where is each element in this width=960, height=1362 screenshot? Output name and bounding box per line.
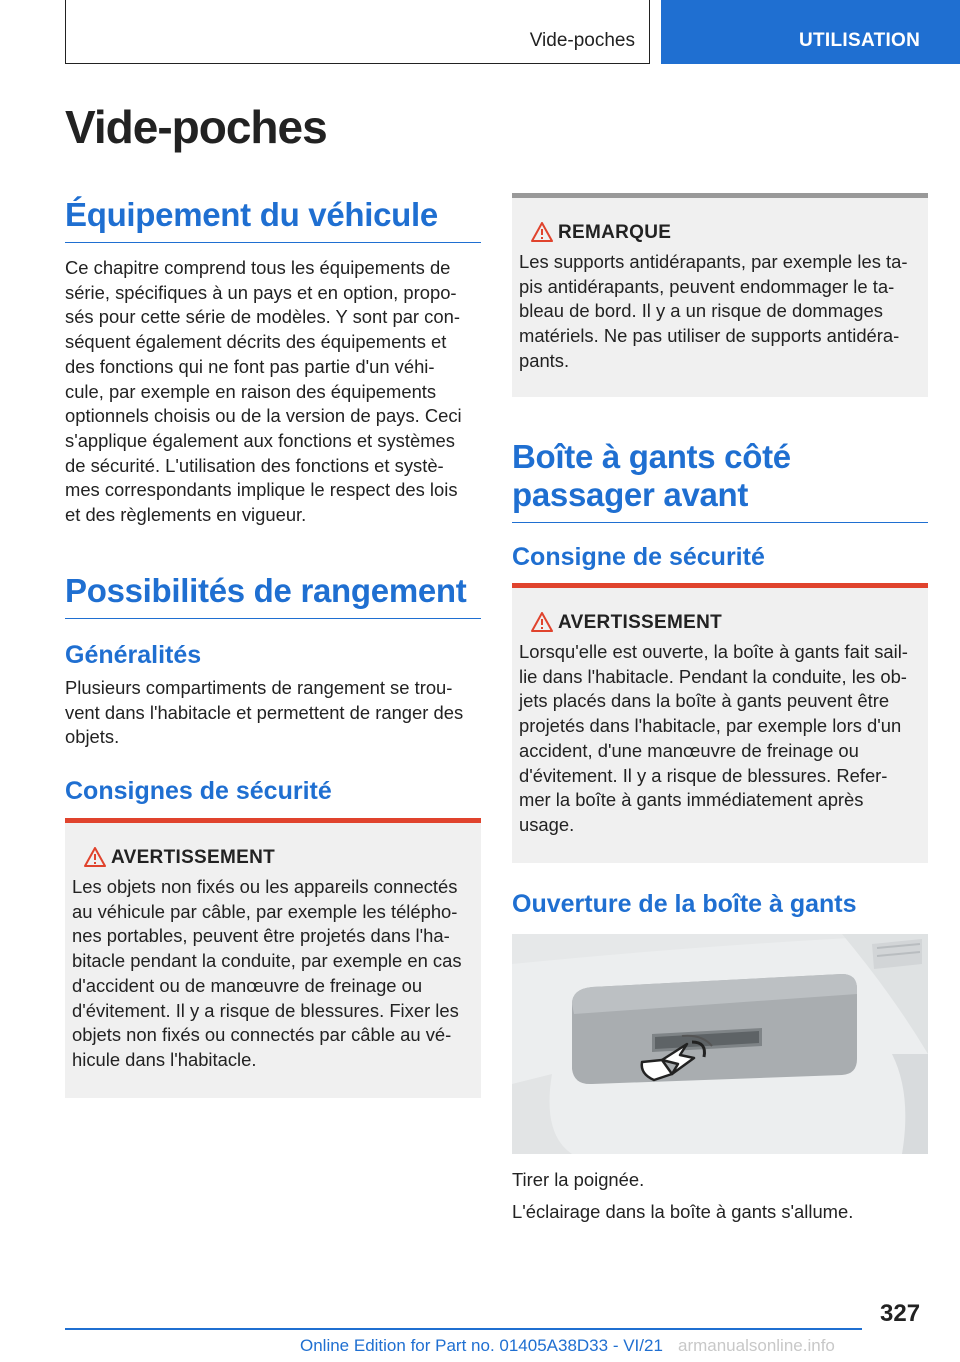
remark-title: REMARQUE: [558, 222, 672, 243]
heading-possibilites: Possibilités de rangement: [65, 572, 481, 619]
glovebox-illustration: [512, 934, 928, 1154]
warning-title-right: AVERTISSEMENT: [558, 612, 723, 633]
warning-text-left: Les objets non fixés ou les appareils connectés au véhicule par câble, par exemple les télépho- nes portables, peuvent être projetés dans l'ha- bitacle pendant la conduite, par exemple en cas d'accident ou de manœuvre de freinage ou d'évitement. Il y a risque de blessures. Fixer les objets non fixés ou connectés par câble au vé- hicule dans l'habitacle.: [72, 876, 462, 1070]
warning-title-left: AVERTISSEMENT: [111, 847, 276, 868]
heading-consignes: Consignes de sécurité: [65, 777, 332, 805]
warning-box-left: [65, 818, 481, 1098]
footer-edition: Online Edition for Part no. 01405A38D33 - VI/21: [300, 1336, 663, 1355]
footer-divider: [65, 1328, 862, 1330]
page-title: Vide-poches: [65, 101, 327, 153]
paragraph-generalites: Plusieurs compartiments de rangement se trou- vent dans l'habitacle et permettent de ranger des objets.: [65, 677, 464, 748]
warning-text-right: Lorsqu'elle est ouverte, la boîte à gants fait sail- lie dans l'habitacle. Pendant la conduite, les ob- jets placés dans la boîte à gants peuvent être projetés dans l'habitacle, par exemple lors d'un accident, d'une manœuvre de freinage ou d'évitement. Il y a risque de blessures. Refer- mer la boîte à gants immédiatement après usage.: [519, 641, 908, 835]
heading-ouverture: Ouverture de la boîte à gants: [512, 890, 857, 918]
watermark: armanualsonline.info: [678, 1336, 835, 1355]
heading-consigne-securite: Consigne de sécurité: [512, 543, 765, 571]
header-chapter-label: UTILISATION: [799, 30, 921, 51]
remark-box: [512, 193, 928, 397]
remark-triangle-icon: [531, 222, 553, 242]
page-number: 327: [880, 1300, 921, 1327]
warning-triangle-icon: [84, 847, 106, 867]
warning-triangle-icon: [531, 612, 553, 632]
header-section-title: Vide-poches: [529, 30, 635, 51]
warning-box-right: [512, 583, 928, 863]
heading-boite-a-gants: Boîte à gants côté passager avant: [512, 438, 928, 523]
glovebox-photo: [512, 934, 928, 1154]
heading-generalites: Généralités: [65, 641, 202, 669]
header-chapter-tab[interactable]: [661, 0, 960, 64]
caption-light: L'éclairage dans la boîte à gants s'allume.: [512, 1201, 854, 1222]
paragraph-equipement: Ce chapitre comprend tous les équipements de série, spécifiques à un pays et en option, propo- sés pour cette série de modèles. Y sont par con- séquent également décrits des équipements et des fonctions qui ne font pas partie d'un véhi- cule, par exemple en raison des équipements optionnels choisis ou de la version de pays. Ceci s'applique également aux fonctions et systèmes de sécurité. L'utilisation des fonctions et systè- mes correspondants implique le respect des lois et des règlements en vigueur.: [65, 257, 462, 526]
header-box: [65, 0, 650, 64]
heading-equipement: Équipement du véhicule: [65, 196, 481, 243]
remark-text: Les supports antidérapants, par exemple les ta- pis antidérapants, peuvent endommager le ta- bleau de bord. Il y a un risque de dommages matériels. Ne pas utiliser de supports antidéra- pants.: [519, 251, 908, 371]
caption-pull-handle: Tirer la poignée.: [512, 1169, 645, 1190]
